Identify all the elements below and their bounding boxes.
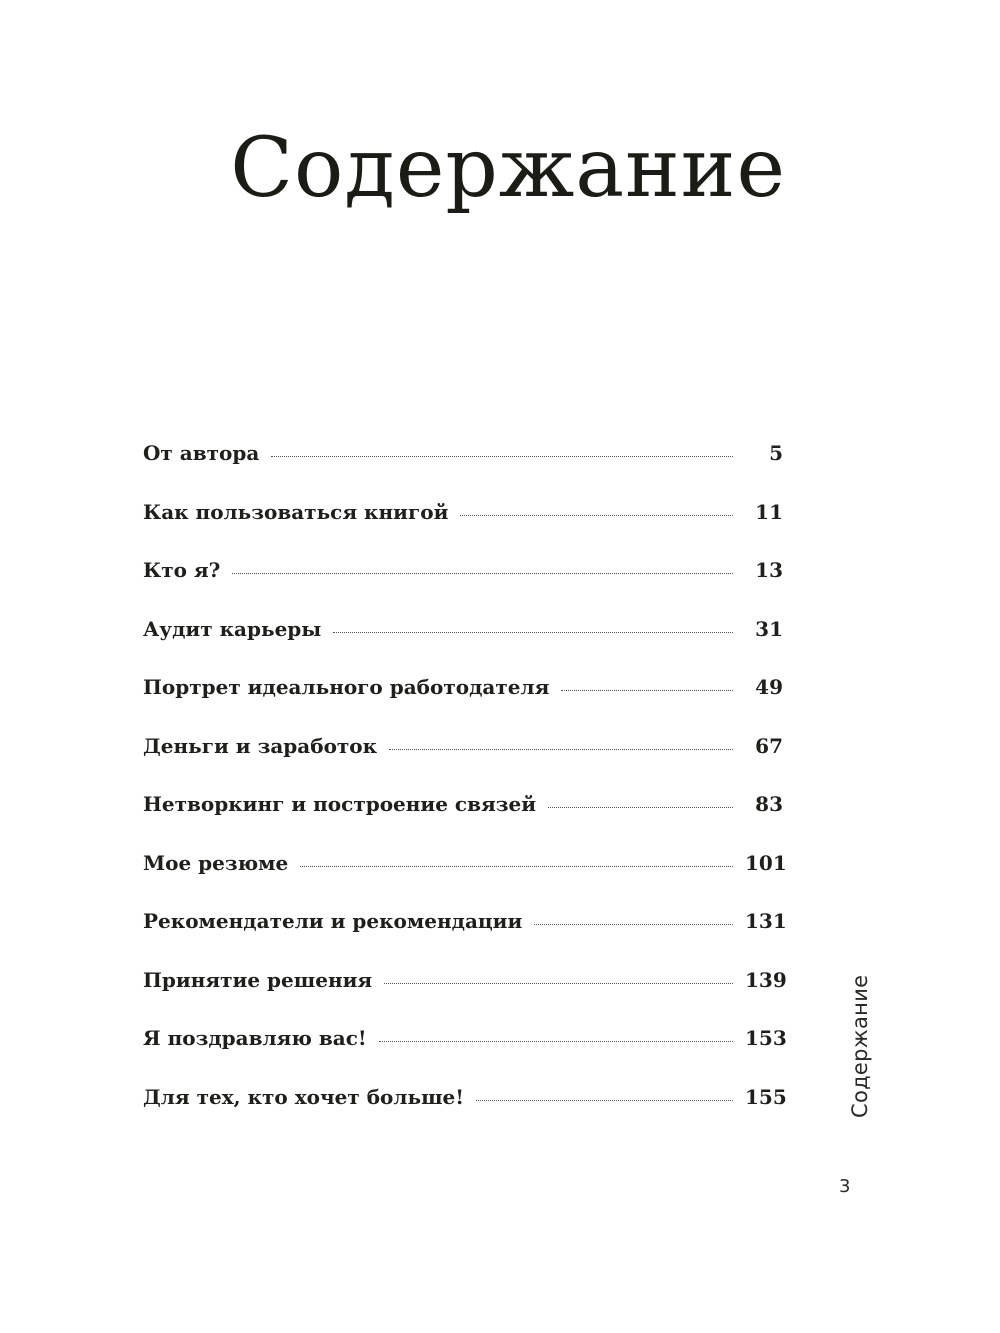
toc-dot-leader (548, 807, 733, 808)
toc-entry-page: 139 (745, 967, 787, 992)
toc-dot-leader (389, 749, 733, 750)
toc-entry (143, 850, 787, 910)
toc-entry (143, 617, 783, 676)
toc-entry-title: Я поздравляю вас! (143, 1026, 367, 1050)
toc-entry (143, 558, 783, 617)
toc-entry-page: 67 (755, 733, 783, 758)
toc-entry (143, 734, 783, 793)
toc-dot-leader (271, 456, 733, 457)
toc-entry-title: Мое резюме (143, 850, 289, 875)
toc-dot-leader (460, 515, 733, 516)
toc-entry-page: 155 (745, 1084, 787, 1109)
toc-entry-title: Как пользоваться книгой (143, 499, 449, 524)
toc-entry (143, 967, 787, 1027)
page-number: 3 (839, 1176, 851, 1197)
toc-entry (143, 909, 787, 968)
toc-entry (143, 500, 783, 559)
toc-entry (143, 441, 783, 500)
toc-entry-page: 11 (755, 499, 783, 524)
toc-entry-title: Деньги и заработок (143, 733, 378, 758)
page-title: Содержание (230, 121, 786, 216)
toc-entry (143, 675, 783, 734)
toc-dot-leader (534, 924, 733, 925)
toc-entry-page: 131 (745, 909, 787, 933)
toc-entry-page: 49 (755, 675, 783, 699)
toc-entry-page: 101 (745, 850, 787, 875)
toc-entry-title: Кто я? (143, 558, 221, 582)
toc-entry-page: 13 (755, 558, 783, 582)
toc-dot-leader (476, 1100, 733, 1101)
toc-entry-page: 31 (755, 616, 783, 641)
toc-entry-title: От автора (143, 441, 260, 465)
toc-dot-leader (333, 632, 733, 633)
toc-entry-title: Принятие решения (143, 967, 373, 992)
toc-entry-title: Портрет идеального работодателя (143, 675, 550, 699)
table-of-contents (143, 441, 787, 1143)
toc-dot-leader (232, 573, 733, 574)
toc-entry (143, 792, 783, 851)
toc-entry-title: Рекомендатели и рекомендации (143, 909, 523, 933)
toc-entry (143, 1084, 787, 1144)
toc-entry-page: 83 (755, 792, 783, 816)
running-header-vertical: Содержание (848, 974, 872, 1118)
toc-dot-leader (561, 690, 733, 691)
toc-entry-page: 153 (745, 1026, 787, 1050)
toc-entry (143, 1026, 787, 1085)
toc-dot-leader (384, 983, 733, 984)
toc-dot-leader (379, 1041, 733, 1042)
toc-entry-title: Аудит карьеры (143, 616, 322, 641)
toc-entry-title: Для тех, кто хочет больше! (143, 1084, 465, 1109)
toc-entry-title: Нетворкинг и построение связей (143, 792, 537, 816)
toc-entry-page: 5 (769, 441, 783, 465)
toc-dot-leader (300, 866, 733, 867)
